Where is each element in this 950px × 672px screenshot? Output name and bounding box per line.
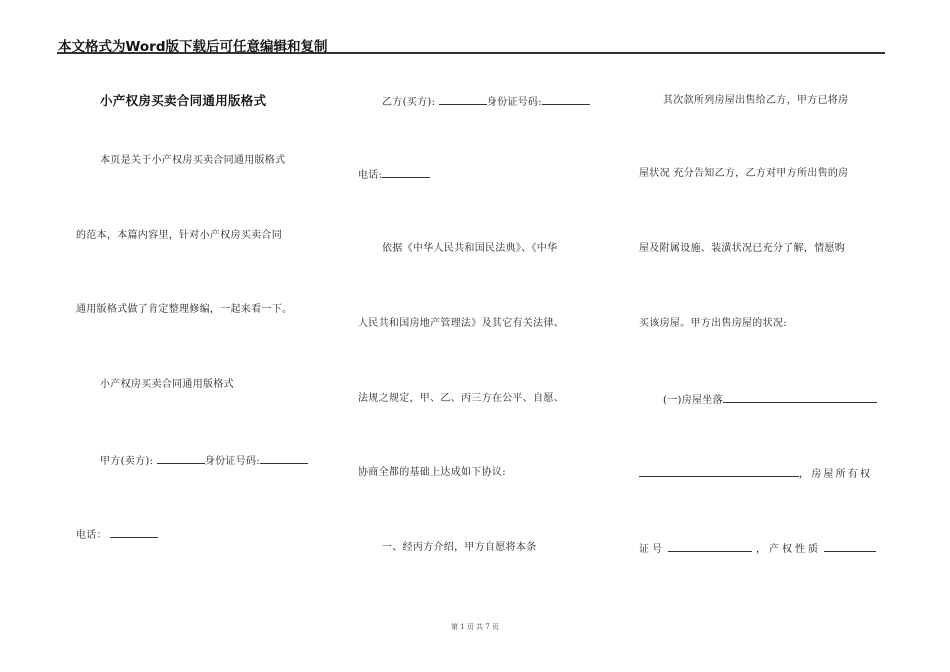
party-b-label: 乙方(买方): [382,97,436,108]
party-a-label: 甲方(卖方): [100,456,154,467]
party-b-id-blank[interactable] [542,94,590,105]
party-a-line [100,453,308,469]
column-2 [358,0,608,672]
column-3 [639,0,889,672]
property-nature-blank[interactable] [824,541,876,552]
basis-line-3: 法规之规定，甲、乙、丙三方在公平、自愿、 [358,393,564,404]
party-a-id-blank[interactable] [260,453,308,464]
party-b-name-blank[interactable] [439,94,487,105]
basis-line-4: 协商全都的基础上达成如下协议: [358,467,506,478]
page-footer: 第 1 页 共 7 页 [450,623,500,631]
party-b-phone-label: 电话: [358,170,383,181]
property-nature-label: ，产权性质 [755,544,821,555]
col3-line-4: 买该房屋。甲方出售房屋的状况: [639,318,787,329]
certificate-number-blank[interactable] [668,541,752,552]
intro-line-2: 的范本，本篇内容里，针对小产权房买卖合同 [76,230,282,241]
contract-subtitle: 小产权房买卖合同通用版格式 [100,379,234,390]
location-blank-continued[interactable] [639,466,799,477]
intro-line-1: 本页是关于小产权房买卖合同通用版格式 [100,155,286,166]
party-b-id-label: 身份证号码: [486,97,542,108]
column-1 [76,0,326,672]
party-b-phone-line [358,167,430,183]
party-a-phone-line [76,527,158,543]
basis-line-1: 依据《中华人民共和国民法典》、《中华 [382,243,558,254]
clause-1-line: 一、经丙方介绍，甲方自愿将本条 [382,542,537,553]
intro-line-3: 通用版格式做了肯定整理修编，一起来看一下。 [76,304,293,315]
party-b-phone-blank[interactable] [382,167,430,178]
ownership-line [639,466,872,482]
col3-line-1: 其次款所列房屋出售给乙方，甲方已将房 [663,95,849,106]
col3-line-3: 屋及附属设施、装潢状况已充分了解，情愿购 [639,243,845,254]
party-a-id-label: 身份证号码: [204,456,260,467]
party-b-line [382,94,590,110]
header-title: 本文格式为Word版下载后可任意编辑和复制 [58,39,328,55]
certificate-line [639,541,876,557]
party-a-phone-label: 电话： [76,530,107,541]
location-blank[interactable] [723,392,877,403]
basis-line-2: 人民共和国房地产管理法》及其它有关法律、 [358,318,564,329]
document-title: 小产权房买卖合同通用版格式 [100,93,267,108]
col3-line-2: 屋状况 充分告知乙方，乙方对甲方所出售的房 [639,168,849,179]
location-line [663,392,877,408]
party-a-name-blank[interactable] [157,453,205,464]
ownership-label: ，房屋所有权 [799,469,873,480]
party-a-phone-blank[interactable] [110,527,158,538]
certificate-label: 证号 [639,544,665,555]
location-label: (一)房屋坐落 [663,395,723,406]
